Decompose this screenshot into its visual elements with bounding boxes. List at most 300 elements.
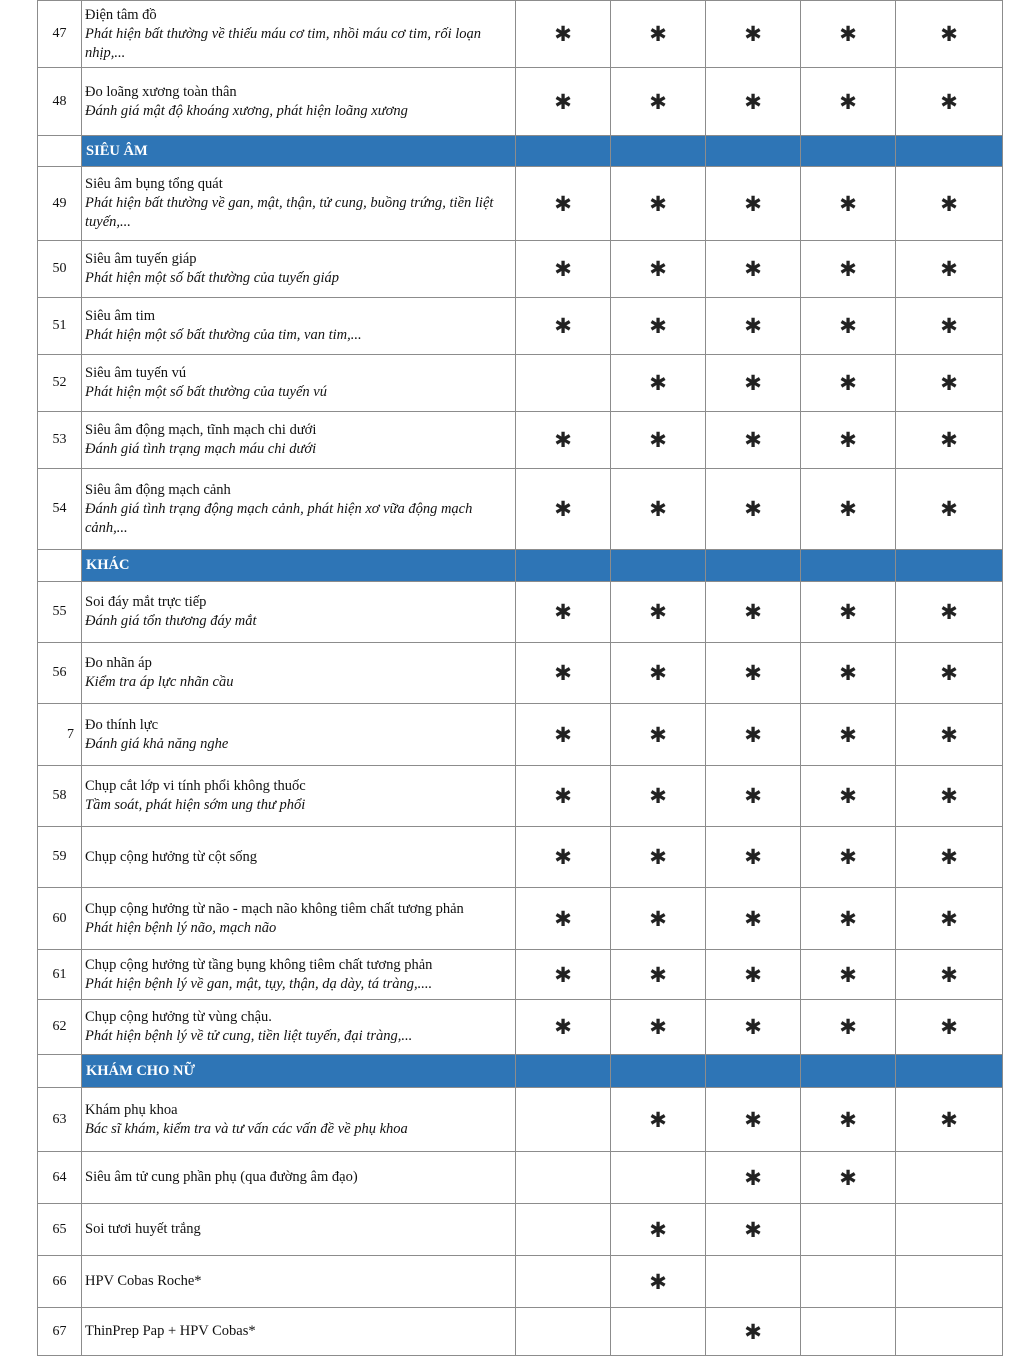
included-asterisk-icon: ✱ — [744, 89, 762, 114]
package-2-cell — [611, 68, 706, 136]
included-asterisk-icon: ✱ — [744, 1165, 762, 1190]
section-title: KHÁC — [82, 550, 516, 582]
row-number: 64 — [38, 1152, 82, 1204]
included-asterisk-icon: ✱ — [839, 1107, 857, 1132]
service-title: Đo loãng xương toàn thân — [85, 83, 237, 100]
service-title: Điện tâm đồ — [85, 6, 157, 23]
package-4-cell — [801, 412, 896, 469]
row-number: 54 — [38, 469, 82, 550]
package-2-cell — [611, 167, 706, 241]
package-3-cell — [706, 68, 801, 136]
service-subtitle: Bác sĩ khám, kiểm tra và tư vấn các vấn đề về phụ khoa — [85, 1120, 408, 1137]
service-subtitle: Phát hiện bệnh lý não, mạch não — [85, 919, 277, 936]
included-asterisk-icon: ✱ — [839, 1165, 857, 1190]
included-asterisk-icon: ✱ — [744, 722, 762, 747]
package-1-cell — [516, 241, 611, 298]
package-5-cell — [896, 1152, 1003, 1204]
service-title: Siêu âm động mạch, tĩnh mạch chi dưới — [85, 422, 317, 438]
included-asterisk-icon: ✱ — [649, 497, 667, 521]
service-description — [82, 355, 516, 412]
section-blank-cell — [38, 136, 82, 167]
service-title: Chụp cộng hưởng từ vùng chậu. — [85, 1009, 272, 1025]
package-3-cell — [706, 1152, 801, 1204]
service-title: ThinPrep Pap + HPV Cobas* — [85, 1323, 256, 1339]
package-2-cell — [611, 704, 706, 766]
package-2-cell — [611, 950, 706, 1000]
service-description — [82, 1256, 516, 1308]
package-2-cell — [611, 582, 706, 643]
package-3-cell — [706, 1204, 801, 1256]
package-2-cell — [611, 1152, 706, 1204]
included-asterisk-icon: ✱ — [554, 428, 572, 452]
package-2-cell — [611, 469, 706, 550]
package-4-cell — [801, 766, 896, 827]
row-number: 53 — [38, 412, 82, 469]
package-2-cell — [611, 827, 706, 888]
included-asterisk-icon: ✱ — [839, 1015, 857, 1039]
package-5-cell — [896, 241, 1003, 298]
package-5-cell — [896, 950, 1003, 1000]
included-asterisk-icon: ✱ — [744, 962, 762, 987]
package-2-cell — [611, 1088, 706, 1152]
service-description — [82, 704, 516, 766]
package-4-cell — [801, 68, 896, 136]
package-3-cell — [706, 950, 801, 1000]
included-asterisk-icon: ✱ — [940, 1107, 958, 1132]
table-row — [38, 241, 1003, 298]
package-4-cell — [801, 704, 896, 766]
service-subtitle: Đánh giá tổn thương đáy mắt — [85, 613, 257, 629]
package-1-cell — [516, 888, 611, 950]
package-4-cell — [801, 355, 896, 412]
table-row — [38, 950, 1003, 1000]
table-row — [38, 888, 1003, 950]
row-number: 7 — [38, 704, 82, 766]
row-number: 62 — [38, 1000, 82, 1055]
included-asterisk-icon: ✱ — [744, 191, 762, 216]
service-title: Soi tươi huyết trắng — [85, 1221, 201, 1237]
package-3-cell — [706, 241, 801, 298]
package-3-cell — [706, 888, 801, 950]
table-row — [38, 704, 1003, 766]
section-fill-cell — [611, 136, 706, 167]
package-1-cell — [516, 167, 611, 241]
package-5-cell — [896, 298, 1003, 355]
included-asterisk-icon: ✱ — [744, 661, 762, 685]
included-asterisk-icon: ✱ — [839, 722, 857, 747]
service-title: Chụp cộng hưởng từ cột sống — [85, 848, 258, 865]
included-asterisk-icon: ✱ — [744, 845, 762, 869]
row-number: 52 — [38, 355, 82, 412]
included-asterisk-icon: ✱ — [744, 497, 762, 521]
package-4-cell — [801, 1000, 896, 1055]
table-row — [38, 355, 1003, 412]
package-2-cell — [611, 1256, 706, 1308]
included-asterisk-icon: ✱ — [649, 906, 667, 931]
section-row — [38, 1055, 1003, 1088]
service-description — [82, 582, 516, 643]
package-4-cell — [801, 1, 896, 68]
service-description — [82, 950, 516, 1000]
service-subtitle: Phát hiện bệnh lý về tử cung, tiền liệt tuyến, đại tràng,... — [85, 1028, 413, 1044]
package-5-cell — [896, 704, 1003, 766]
included-asterisk-icon: ✱ — [940, 906, 958, 931]
service-description — [82, 241, 516, 298]
included-asterisk-icon: ✱ — [940, 497, 958, 521]
included-asterisk-icon: ✱ — [940, 722, 958, 747]
included-asterisk-icon: ✱ — [744, 371, 762, 395]
package-1-cell — [516, 704, 611, 766]
included-asterisk-icon: ✱ — [940, 314, 958, 338]
service-title: Siêu âm động mạch cảnh — [85, 481, 231, 498]
service-subtitle: Phát hiện bệnh lý về gan, mật, tụy, thận, dạ dày, tá tràng,.... — [85, 975, 433, 992]
included-asterisk-icon: ✱ — [554, 600, 572, 624]
included-asterisk-icon: ✱ — [554, 191, 572, 216]
section-title: KHÁM CHO NỮ — [82, 1055, 516, 1088]
section-fill-cell — [896, 136, 1003, 167]
included-asterisk-icon: ✱ — [744, 600, 762, 624]
service-title: Khám phụ khoa — [85, 1101, 178, 1118]
included-asterisk-icon: ✱ — [649, 722, 667, 747]
service-subtitle: Tầm soát, phát hiện sớm ung thư phổi — [85, 797, 306, 813]
table-row — [38, 412, 1003, 469]
package-4-cell — [801, 469, 896, 550]
included-asterisk-icon: ✱ — [744, 428, 762, 452]
row-number: 55 — [38, 582, 82, 643]
table-row — [38, 1088, 1003, 1152]
included-asterisk-icon: ✱ — [839, 906, 857, 931]
table-row — [38, 469, 1003, 550]
package-2-cell — [611, 1, 706, 68]
package-2-cell — [611, 412, 706, 469]
section-fill-cell — [516, 1055, 611, 1088]
service-description — [82, 68, 516, 136]
included-asterisk-icon: ✱ — [839, 497, 857, 521]
table-row — [38, 1308, 1003, 1356]
package-4-cell — [801, 1088, 896, 1152]
included-asterisk-icon: ✱ — [940, 962, 958, 987]
included-asterisk-icon: ✱ — [839, 89, 857, 114]
included-asterisk-icon: ✱ — [940, 845, 958, 869]
package-5-cell — [896, 1088, 1003, 1152]
included-asterisk-icon: ✱ — [649, 22, 667, 46]
package-1-cell — [516, 298, 611, 355]
section-fill-cell — [516, 136, 611, 167]
service-description — [82, 1, 516, 68]
included-asterisk-icon: ✱ — [649, 89, 667, 114]
package-3-cell — [706, 1256, 801, 1308]
package-5-cell — [896, 1000, 1003, 1055]
included-asterisk-icon: ✱ — [940, 784, 958, 808]
package-4-cell — [801, 950, 896, 1000]
package-1-cell — [516, 766, 611, 827]
package-1-cell — [516, 412, 611, 469]
row-number: 60 — [38, 888, 82, 950]
included-asterisk-icon: ✱ — [940, 600, 958, 624]
included-asterisk-icon: ✱ — [839, 22, 857, 46]
row-number: 61 — [38, 950, 82, 1000]
included-asterisk-icon: ✱ — [744, 784, 762, 808]
package-5-cell — [896, 1204, 1003, 1256]
service-subtitle: Đánh giá tình trạng động mạch cảnh, phát hiện xơ vữa động mạch cảnh,... — [85, 500, 473, 536]
package-5-cell — [896, 888, 1003, 950]
service-subtitle: Phát hiện bất thường về gan, mật, thận, tử cung, buồng trứng, tiền liệt tuyến,... — [85, 195, 494, 230]
row-number: 56 — [38, 643, 82, 704]
included-asterisk-icon: ✱ — [744, 314, 762, 338]
service-description — [82, 1000, 516, 1055]
included-asterisk-icon: ✱ — [649, 1217, 667, 1242]
section-fill-cell — [611, 550, 706, 582]
included-asterisk-icon: ✱ — [554, 661, 572, 685]
package-4-cell — [801, 643, 896, 704]
package-1-cell — [516, 1256, 611, 1308]
included-asterisk-icon: ✱ — [554, 722, 572, 747]
section-title: SIÊU ÂM — [82, 136, 516, 167]
service-subtitle: Phát hiện một số bất thường của tuyến giáp — [85, 270, 340, 286]
included-asterisk-icon: ✱ — [940, 89, 958, 114]
row-number: 66 — [38, 1256, 82, 1308]
package-3-cell — [706, 298, 801, 355]
service-description — [82, 412, 516, 469]
package-5-cell — [896, 412, 1003, 469]
package-3-cell — [706, 704, 801, 766]
package-table-page — [37, 0, 1002, 1356]
included-asterisk-icon: ✱ — [649, 1107, 667, 1132]
service-description — [82, 766, 516, 827]
service-title: Chụp cắt lớp vi tính phổi không thuốc — [85, 778, 306, 794]
included-asterisk-icon: ✱ — [649, 600, 667, 624]
package-2-cell — [611, 298, 706, 355]
row-number: 65 — [38, 1204, 82, 1256]
package-2-cell — [611, 355, 706, 412]
included-asterisk-icon: ✱ — [744, 1107, 762, 1132]
service-description — [82, 298, 516, 355]
row-number: 50 — [38, 241, 82, 298]
package-5-cell — [896, 643, 1003, 704]
included-asterisk-icon: ✱ — [649, 1015, 667, 1039]
included-asterisk-icon: ✱ — [839, 314, 857, 338]
included-asterisk-icon: ✱ — [554, 22, 572, 46]
section-fill-cell — [801, 136, 896, 167]
package-3-cell — [706, 827, 801, 888]
package-3-cell — [706, 412, 801, 469]
service-title: Đo thính lực — [85, 716, 159, 733]
table-row — [38, 1152, 1003, 1204]
package-2-cell — [611, 1204, 706, 1256]
service-title: Soi đáy mắt trực tiếp — [85, 594, 207, 610]
package-3-cell — [706, 355, 801, 412]
package-4-cell — [801, 827, 896, 888]
package-5-cell — [896, 167, 1003, 241]
package-3-cell — [706, 1000, 801, 1055]
included-asterisk-icon: ✱ — [744, 1217, 762, 1242]
included-asterisk-icon: ✱ — [839, 784, 857, 808]
service-subtitle: Đánh giá khả năng nghe — [85, 735, 229, 752]
package-4-cell — [801, 1204, 896, 1256]
package-5-cell — [896, 1, 1003, 68]
package-5-cell — [896, 355, 1003, 412]
service-subtitle: Đánh giá mật độ khoáng xương, phát hiện loãng xương — [85, 102, 408, 119]
included-asterisk-icon: ✱ — [839, 257, 857, 281]
table-row — [38, 1204, 1003, 1256]
table-row — [38, 827, 1003, 888]
package-1-cell — [516, 1308, 611, 1356]
package-1-cell — [516, 582, 611, 643]
package-4-cell — [801, 888, 896, 950]
package-1-cell — [516, 1204, 611, 1256]
service-subtitle: Kiểm tra áp lực nhãn cầu — [85, 674, 234, 690]
service-description — [82, 643, 516, 704]
included-asterisk-icon: ✱ — [940, 661, 958, 685]
service-description — [82, 1152, 516, 1204]
table-row — [38, 643, 1003, 704]
included-asterisk-icon: ✱ — [554, 1015, 572, 1039]
included-asterisk-icon: ✱ — [554, 257, 572, 281]
package-1-cell — [516, 1152, 611, 1204]
included-asterisk-icon: ✱ — [940, 191, 958, 216]
package-2-cell — [611, 1000, 706, 1055]
service-subtitle: Phát hiện bất thường về thiếu máu cơ tim, nhồi máu cơ tim, rối loạn nhịp,... — [85, 25, 481, 61]
package-1-cell — [516, 827, 611, 888]
included-asterisk-icon: ✱ — [554, 784, 572, 808]
included-asterisk-icon: ✱ — [744, 1015, 762, 1039]
service-title: Siêu âm tim — [85, 308, 156, 324]
section-fill-cell — [706, 550, 801, 582]
package-5-cell — [896, 766, 1003, 827]
package-4-cell — [801, 241, 896, 298]
service-description — [82, 827, 516, 888]
service-description — [82, 1088, 516, 1152]
included-asterisk-icon: ✱ — [744, 22, 762, 46]
table-row — [38, 766, 1003, 827]
service-subtitle: Phát hiện một số bất thường của tuyến vú — [85, 384, 327, 400]
included-asterisk-icon: ✱ — [649, 371, 667, 395]
included-asterisk-icon: ✱ — [839, 600, 857, 624]
service-title: Chụp cộng hưởng từ não - mạch não không tiêm chất tương phản — [85, 900, 464, 917]
included-asterisk-icon: ✱ — [940, 371, 958, 395]
package-4-cell — [801, 1256, 896, 1308]
package-1-cell — [516, 643, 611, 704]
package-3-cell — [706, 469, 801, 550]
row-number: 67 — [38, 1308, 82, 1356]
service-subtitle: Phát hiện một số bất thường của tim, van tim,... — [85, 327, 362, 343]
row-number: 47 — [38, 1, 82, 68]
included-asterisk-icon: ✱ — [649, 962, 667, 987]
package-1-cell — [516, 950, 611, 1000]
service-title: Chụp cộng hưởng từ tầng bụng không tiêm chất tương phản — [85, 956, 433, 973]
included-asterisk-icon: ✱ — [839, 845, 857, 869]
table-row — [38, 68, 1003, 136]
package-5-cell — [896, 469, 1003, 550]
package-1-cell — [516, 355, 611, 412]
row-number: 63 — [38, 1088, 82, 1152]
package-5-cell — [896, 1308, 1003, 1356]
included-asterisk-icon: ✱ — [554, 962, 572, 987]
row-number: 59 — [38, 827, 82, 888]
package-2-cell — [611, 643, 706, 704]
included-asterisk-icon: ✱ — [839, 191, 857, 216]
package-5-cell — [896, 827, 1003, 888]
included-asterisk-icon: ✱ — [649, 314, 667, 338]
table-row — [38, 298, 1003, 355]
table-row — [38, 1256, 1003, 1308]
section-fill-cell — [706, 136, 801, 167]
included-asterisk-icon: ✱ — [554, 845, 572, 869]
row-number: 58 — [38, 766, 82, 827]
package-2-cell — [611, 766, 706, 827]
service-title: Đo nhãn áp — [85, 655, 152, 671]
section-blank-cell — [38, 550, 82, 582]
included-asterisk-icon: ✱ — [649, 257, 667, 281]
section-fill-cell — [516, 550, 611, 582]
package-4-cell — [801, 167, 896, 241]
section-fill-cell — [801, 550, 896, 582]
row-number: 48 — [38, 68, 82, 136]
row-number: 51 — [38, 298, 82, 355]
service-description — [82, 469, 516, 550]
service-description — [82, 167, 516, 241]
service-description — [82, 888, 516, 950]
table-row — [38, 1000, 1003, 1055]
package-5-cell — [896, 582, 1003, 643]
package-1-cell — [516, 469, 611, 550]
package-2-cell — [611, 1308, 706, 1356]
included-asterisk-icon: ✱ — [744, 1319, 762, 1344]
section-fill-cell — [896, 550, 1003, 582]
service-title: Siêu âm tuyến vú — [85, 365, 187, 381]
table-row — [38, 167, 1003, 241]
package-3-cell — [706, 766, 801, 827]
section-fill-cell — [706, 1055, 801, 1088]
package-4-cell — [801, 1308, 896, 1356]
section-fill-cell — [896, 1055, 1003, 1088]
package-3-cell — [706, 1, 801, 68]
service-table — [37, 0, 1003, 1356]
included-asterisk-icon: ✱ — [649, 191, 667, 216]
section-fill-cell — [801, 1055, 896, 1088]
service-title: Siêu âm tử cung phần phụ (qua đường âm đạo) — [85, 1169, 358, 1185]
included-asterisk-icon: ✱ — [839, 962, 857, 987]
package-5-cell — [896, 68, 1003, 136]
included-asterisk-icon: ✱ — [839, 661, 857, 685]
included-asterisk-icon: ✱ — [649, 1269, 667, 1294]
included-asterisk-icon: ✱ — [554, 314, 572, 338]
included-asterisk-icon: ✱ — [940, 22, 958, 46]
section-fill-cell — [611, 1055, 706, 1088]
included-asterisk-icon: ✱ — [940, 257, 958, 281]
included-asterisk-icon: ✱ — [554, 906, 572, 931]
included-asterisk-icon: ✱ — [940, 1015, 958, 1039]
package-3-cell — [706, 167, 801, 241]
service-title: HPV Cobas Roche* — [85, 1273, 202, 1289]
package-4-cell — [801, 298, 896, 355]
included-asterisk-icon: ✱ — [744, 906, 762, 931]
package-2-cell — [611, 888, 706, 950]
package-1-cell — [516, 1000, 611, 1055]
package-1-cell — [516, 1, 611, 68]
included-asterisk-icon: ✱ — [940, 428, 958, 452]
package-3-cell — [706, 1088, 801, 1152]
package-3-cell — [706, 582, 801, 643]
section-row — [38, 550, 1003, 582]
included-asterisk-icon: ✱ — [649, 845, 667, 869]
service-description — [82, 1308, 516, 1356]
included-asterisk-icon: ✱ — [744, 257, 762, 281]
table-row — [38, 1, 1003, 68]
package-3-cell — [706, 1308, 801, 1356]
table-row — [38, 582, 1003, 643]
included-asterisk-icon: ✱ — [839, 371, 857, 395]
